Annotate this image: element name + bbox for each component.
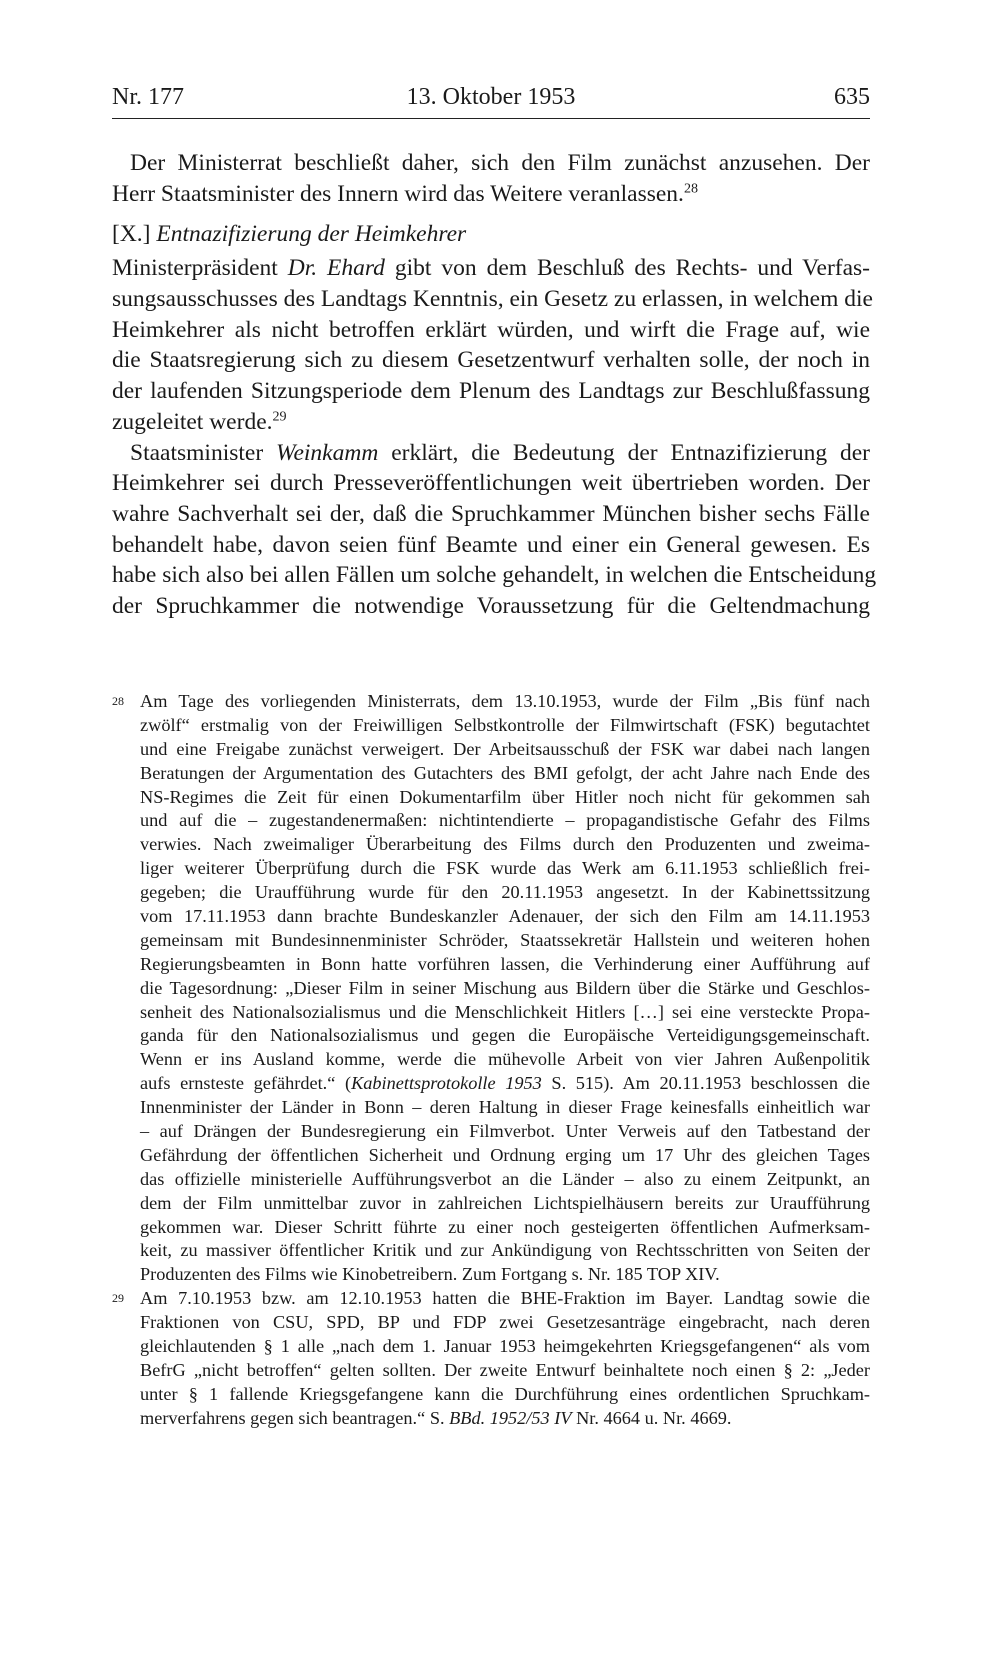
text-line: habe sich also bei allen Fällen um solche gehandelt, in welchen die Entscheidung bbox=[112, 562, 877, 589]
footnote-line bbox=[140, 1407, 870, 1431]
footnote-line: gekommen war. Dieser Schritt führte zu einer noch gesteigerten öffentlichen Aufmerksam- bbox=[140, 1216, 870, 1237]
footnote-line: unter § 1 fallende Kriegsgefangene kann die Durchführung eines ordentlichen Spruchkam- bbox=[140, 1383, 870, 1404]
footnote-line: gegeben; die Uraufführung wurde für den 20.11.1953 angesetzt. In der Kabinettssitzung bbox=[140, 882, 870, 903]
footnote-line: ganda für den Nationalsozialismus und gegen die Europäische Verteidigungsgemeinschaft. bbox=[140, 1025, 870, 1046]
text-line: wahre Sachverhalt sei der, daß die Spruchkammer München bisher sechs Fälle bbox=[112, 500, 870, 527]
paragraph-weinkamm bbox=[112, 438, 877, 622]
footnote-line: Beratungen der Argumentation des Gutachters des BMI gefolgt, der acht Jahre nach Ende des bbox=[140, 762, 870, 783]
footnote-number: 29 bbox=[112, 1291, 124, 1306]
line-text: merverfahrens gegen sich beantragen.“ S. bbox=[140, 1407, 450, 1428]
footnote-line: gleichlautenden § 1 alle „nach dem 1. Januar 1953 heimgekehrten Kriegsgefangenen“ als vom bbox=[140, 1336, 870, 1357]
footnote-ref-28[interactable]: 28 bbox=[683, 180, 699, 197]
footnote-line: Fraktionen von CSU, SPD, BP und FDP zwei Gesetzesanträge eingebracht, nach deren bbox=[140, 1312, 870, 1333]
footnote-lines bbox=[140, 1287, 870, 1406]
footnote-29 bbox=[112, 1287, 870, 1430]
footnote-line bbox=[140, 1072, 870, 1096]
line-text: zugeleitet werde. bbox=[112, 408, 273, 435]
section-number: [X.] bbox=[112, 221, 151, 248]
text-line bbox=[112, 407, 870, 438]
section-heading bbox=[112, 215, 870, 253]
citation-title: BBd. 1952/53 IV bbox=[449, 1407, 572, 1428]
footnotes bbox=[112, 690, 870, 1431]
footnote-lines bbox=[140, 1096, 870, 1263]
main-text bbox=[112, 148, 877, 622]
text-line: der laufenden Sitzungsperiode dem Plenum des Landtags zur Beschlußfassung bbox=[112, 378, 870, 405]
text-line bbox=[112, 438, 870, 469]
section-title: Entnazifizierung der Heimkehrer bbox=[156, 221, 467, 248]
line-text: Nr. 4664 u. Nr. 4669. bbox=[571, 1407, 732, 1428]
line-text: Herr Staatsminister des Innern wird das Weitere veranlassen. bbox=[112, 180, 684, 207]
footnote-line: das offizielle ministerielle Aufführungsverbot an die Länder – also zu einem Zeitpunkt, an bbox=[140, 1168, 870, 1189]
footnote-line: – auf Drängen der Bundesregierung ein Filmverbot. Unter Verweis auf den Tatbestand der bbox=[140, 1121, 870, 1142]
footnote-line: NS-Regimes die Zeit für einen Dokumentarfilm über Hitler noch nicht für gekommen sah bbox=[140, 786, 870, 807]
text-line bbox=[112, 253, 870, 284]
footnote-line: gemeinsam mit Bundesinnenminister Schröder, Staatssekretär Hallstein und weiteren hohen bbox=[140, 929, 870, 950]
line-text: gibt von dem Beschluß des Rechts- und Verfas- bbox=[384, 255, 871, 282]
text-line: sungsausschusses des Landtags Kenntnis, ein Gesetz zu erlassen, in welchem die bbox=[112, 286, 873, 313]
footnote-line: Produzenten des Films wie Kinobetreibern. Zum Fortgang s. Nr. 185 TOP XIV. bbox=[140, 1264, 720, 1285]
footnote-line: Am Tage des vorliegenden Ministerrats, dem 13.10.1953, wurde der Film „Bis fünf nach bbox=[140, 691, 870, 711]
text-line: Der Ministerrat beschließt daher, sich den Film zunächst anzusehen. Der bbox=[130, 150, 870, 176]
text-line: Heimkehrer sei durch Presseveröffentlichungen weit übertrieben worden. Der bbox=[112, 470, 870, 497]
footnote-lines bbox=[140, 690, 870, 1072]
line-text: erklärt, die Bedeutung der Entnazifizierung der bbox=[378, 439, 870, 466]
footnote-line: Gefährdung der öffentlichen Sicherheit und Ordnung erging um 17 Uhr des gleichen Tages bbox=[140, 1144, 870, 1165]
footnote-line: und auf die – zugestandenermaßen: nichtintendierte – propagandistische Gefahr des Films bbox=[140, 810, 870, 831]
footnote-line: Wenn er ins Ausland komme, werde die mühevolle Arbeit von vier Jahren Außenpolitik bbox=[140, 1049, 870, 1070]
footnote-line: senheit des Nationalsozialismus und die Menschlichkeit Hitlers […] sei eine versteckte Propa- bbox=[140, 1001, 870, 1022]
person-name: Dr. Ehard bbox=[287, 255, 385, 282]
footnote-line: vom 17.11.1953 dann brachte Bundeskanzler Adenauer, der sich den Film am 14.11.1953 bbox=[140, 906, 870, 927]
footnote-28 bbox=[112, 690, 870, 1287]
paragraph-ehard bbox=[112, 253, 873, 437]
footnote-line: liger weiterer Überprüfung durch die FSK wurde das Werk am 6.11.1953 schließlich frei- bbox=[140, 858, 870, 879]
text-line: Heimkehrer als nicht betroffen erklärt würden, und wirft die Frage auf, wie bbox=[112, 316, 870, 343]
footnote-line: BefrG „nicht betroffen“ gelten sollten. Der zweite Entwurf beinhaltete noch einen § 2: „Jeder bbox=[140, 1359, 870, 1380]
text-line: der Spruchkammer die notwendige Voraussetzung für die Geltendmachung bbox=[112, 592, 870, 619]
footnote-line: die Tagesordnung: „Dieser Film in seiner Mischung aus Bildern über die Stärke und Geschlos- bbox=[140, 977, 870, 998]
line-text: Ministerpräsident bbox=[112, 255, 288, 282]
footnote-number: 28 bbox=[112, 694, 124, 708]
person-name: Weinkamm bbox=[276, 439, 379, 466]
footnote-line: Innenminister der Länder in Bonn – deren Haltung in dieser Frage keinesfalls einheitlich war bbox=[140, 1097, 870, 1118]
header-date: 13. Oktober 1953 bbox=[406, 84, 576, 110]
footnote-ref-29[interactable]: 29 bbox=[272, 408, 287, 425]
paragraph-decision bbox=[112, 148, 870, 209]
footnote-line: Regierungsbeamten in Bonn hatte vorführen lassen, die Verhinderung einer Aufführung auf bbox=[140, 953, 870, 974]
line-text: Staatsminister bbox=[130, 439, 277, 466]
footnote-line: dem der Film unmittelbar zuvor in zahlreichen Lichtspielhäusern bereits zur Uraufführung bbox=[140, 1192, 870, 1213]
citation-title: Kabinettsprotokolle 1953 bbox=[351, 1073, 542, 1094]
line-text: aufs ernsteste gefährdet.“ ( bbox=[140, 1073, 352, 1094]
footnote-line: und eine Freigabe zunächst verweigert. Der Arbeitsausschuß der FSK war dabei nach langen bbox=[140, 738, 870, 759]
text-line: die Staatsregierung sich zu diesem Gesetzentwurf verhalten solle, der noch in bbox=[112, 347, 870, 374]
footnote-line: zwölf“ erstmalig von der Freiwilligen Selbstkontrolle der Filmwirtschaft (FSK) begutachtet bbox=[140, 714, 870, 735]
running-header bbox=[112, 82, 870, 119]
line-text: S. 515). Am 20.11.1953 beschlossen die bbox=[541, 1073, 870, 1094]
footnote-line: keit, zu massiver öffentlicher Kritik und zur Ankündigung von Rechtsschritten von Seiten der bbox=[140, 1240, 870, 1261]
text-line bbox=[112, 179, 870, 210]
text-line: behandelt habe, davon seien fünf Beamte und einer ein General gewesen. Es bbox=[112, 531, 870, 558]
footnote-line: verwies. Nach zweimaliger Überarbeitung des Films durch den Produzenten und zweima- bbox=[140, 834, 870, 855]
page-number: 635 bbox=[834, 84, 870, 110]
footnote-line: Am 7.10.1953 bzw. am 12.10.1953 hatten die BHE-Fraktion im Bayer. Landtag sowie die bbox=[140, 1288, 870, 1309]
document-number: Nr. 177 bbox=[112, 84, 184, 110]
